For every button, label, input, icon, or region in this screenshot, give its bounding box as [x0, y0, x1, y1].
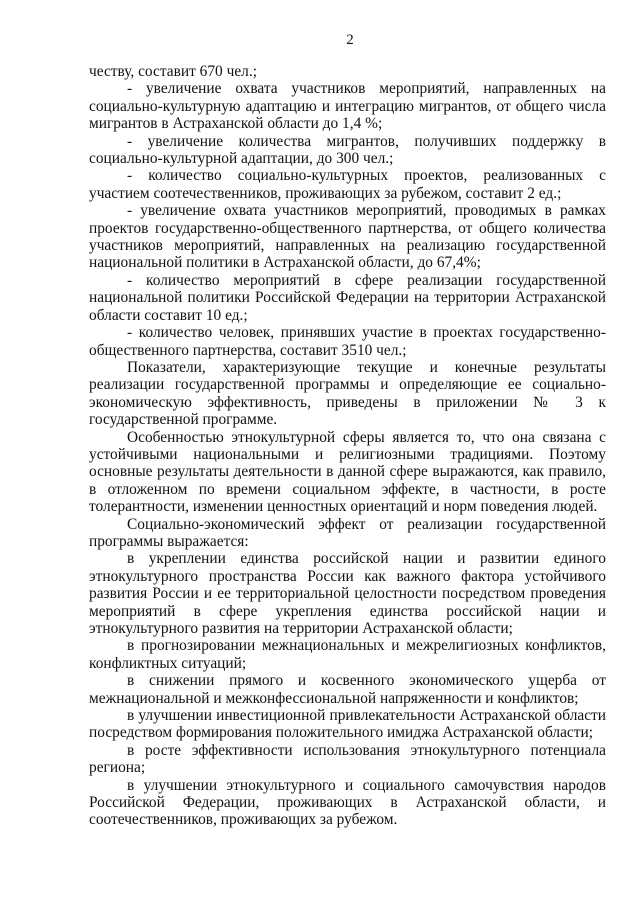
list-item-migrant-support-count: - увеличение количества мигрантов, получивших поддержку в социально-культурной адаптации, до 300 чел.;	[89, 132, 606, 168]
list-item-national-policy-events: - количество мероприятий в сфере реализации государственной национальной политики Российской Федерации на территории Астраханской области составит 10 ед.;	[89, 271, 606, 324]
list-item-migrant-adaptation-coverage: - увеличение охвата участников мероприятий, направленных на социально-культурную адаптацию и интеграцию мигрантов, от общего числа мигрантов в Астраханской области до 1,4 %;	[89, 80, 606, 133]
effect-item-investment-appeal: в улучшении инвестиционной привлекательности Астраханской области посредством формирования положительного имиджа Астраханской области;	[89, 707, 606, 742]
effect-item-wellbeing: в улучшении этнокультурного и социального самочувствия народов Российской Федерации, проживающих в Астраханской области, и соотечественников, проживающих за рубежом.	[89, 776, 606, 829]
paragraph-continuation: честву, составит 670 чел.;	[89, 63, 257, 80]
list-item-partnership-coverage: - увеличение охвата участников мероприятий, проводимых в рамках проектов государственно-общественного партнерства, от общего количества участников мероприятий, направленных на реализацию государственной национальной политики в Астраханской области, до 67,4%;	[89, 202, 606, 272]
effect-item-potential-use: в росте эффективности использования этнокультурного потенциала региона;	[89, 741, 606, 777]
document-body	[89, 63, 606, 829]
paragraph-ethnocultural-feature: Особенностью этнокультурной сферы является то, что она связана с устойчивыми национальными и религиозными традициями. Поэтому основные результаты деятельности в данной сфере выражаются, как правило, в отложенном по времени социальном эффекте, в частности, в росте толерантности, изменении ценностных ориентаций и норм поведения людей.	[89, 428, 606, 516]
list-item-partnership-participants: - количество человек, принявших участие в проектах государственно-общественного партнерства, составит 3510 чел.;	[89, 324, 606, 359]
paragraph-effect-intro: Социально-экономический эффект от реализации государственной программы выражается:	[89, 515, 606, 550]
page-number: 2	[346, 32, 354, 48]
paragraph-indicators: Показатели, характеризующие текущие и конечные результаты реализации государственной программы и определяющие ее социально-экономическую эффективность, приведены в приложении № 3 к государственной программе.	[89, 358, 606, 429]
effect-item-damage-reduction: в снижении прямого и косвенного экономического ущерба от межнациональной и межконфессиональной напряженности и конфликтов;	[89, 672, 606, 707]
list-item-compatriot-projects: - количество социально-культурных проектов, реализованных с участием соотечественников, проживающих за рубежом, составит 2 ед.;	[89, 167, 606, 202]
effect-item-conflict-forecast: в прогнозировании межнациональных и межрелигиозных конфликтов, конфликтных ситуаций;	[89, 637, 606, 672]
effect-item-unity: в укреплении единства российской нации и развитии единого этнокультурного пространства России как важного фактора устойчивого развития России и ее территориальной целостности посредством проведения мероприятий в сфере укрепления единства российской нации и этнокультурного развития на территории Астраханской области;	[89, 550, 606, 637]
